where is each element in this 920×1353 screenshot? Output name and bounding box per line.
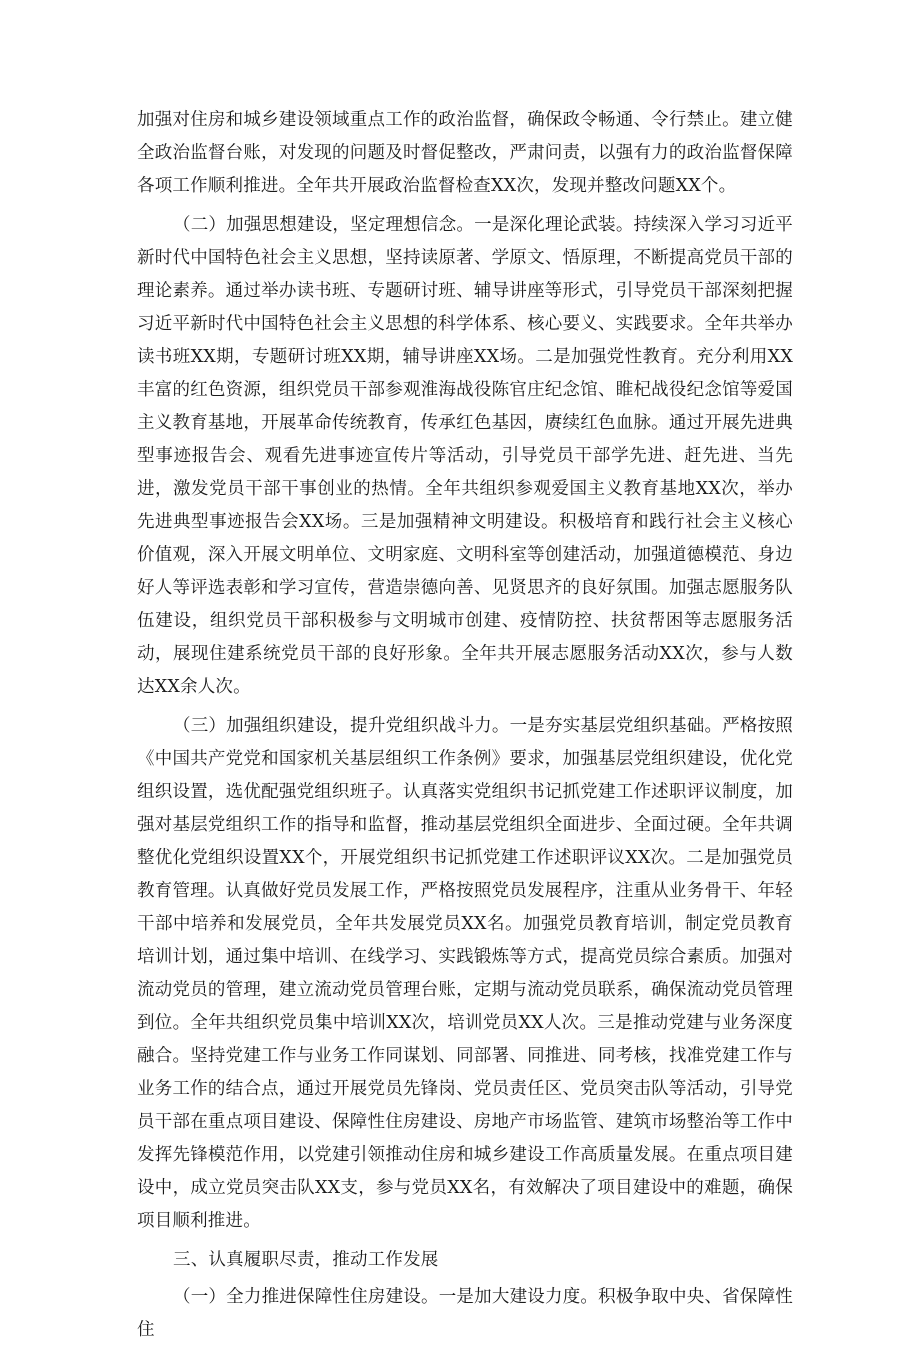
paragraph-political-supervision: 加强对住房和城乡建设领域重点工作的政治监督，确保政令畅通、令行禁止。建立健全政治监督台账，对发现的问题及时督促整改，严肃问责，以强有力的政治监督保障各项工作顺利推进。全年共开展政治监督检查XX次，发现并整改问题XX个。 (137, 110, 793, 196)
paragraph-ideological-building: （二）加强思想建设，坚定理想信念。一是深化理论武装。持续深入学习习近平新时代中国特色社会主义思想，坚持读原著、学原文、悟原理，不断提高党员干部的理论素养。通过举办读书班、专题研讨班、辅导讲座等形式，引导党员干部深刻把握习近平新时代中国特色社会主义思想的科学体系、核心要义、实践要求。全年共举办读书班XX期，专题研讨班XX期，辅导讲座XX场。二是加强党性教育。充分利用XX丰富的红色资源，组织党员干部参观淮海战役陈官庄纪念馆、睢杞战役纪念馆等爱国主义教育基地，开展革命传统教育，传承红色基因，赓续红色血脉。通过开展先进典型事迹报告会、观看先进事迹宣传片等活动，引导党员干部学先进、赶先进、当先进，激发党员干部干事创业的热情。全年共组织参观爱国主义教育基地XX次，举办先进典型事迹报告会XX场。三是加强精神文明建设。积极培育和践行社会主义核心价值观，深入开展文明单位、文明家庭、文明科室等创建活动，加强道德模范、身边好人等评选表彰和学习宣传，营造崇德向善、见贤思齐的良好氛围。加强志愿服务队伍建设，组织党员干部积极参与文明城市创建、疫情防控、扶贫帮困等志愿服务活动，展现住建系统党员干部的良好形象。全年共开展志愿服务活动XX次，参与人数达XX余人次。 (137, 215, 793, 697)
document-body (137, 104, 793, 1353)
paragraph-housing-construction: （一）全力推进保障性住房建设。一是加大建设力度。积极争取中央、省保障性住 (137, 1287, 793, 1340)
section-heading: 三、认真履职尽责，推动工作发展 (173, 1250, 439, 1270)
paragraph-organizational-building: （三）加强组织建设，提升党组织战斗力。一是夯实基层党组织基础。严格按照《中国共产党党和国家机关基层组织工作条例》要求，加强基层党组织建设，优化党组织设置，选优配强党组织班子。认真落实党组织书记抓党建工作述职评议制度，加强对基层党组织工作的指导和监督，推动基层党组织全面进步、全面过硬。全年共调整优化党组织设置XX个，开展党组织书记抓党建工作述职评议XX次。二是加强党员教育管理。认真做好党员发展工作，严格按照党员发展程序，注重从业务骨干、年轻干部中培养和发展党员，全年共发展党员XX名。加强党员教育培训，制定党员教育培训计划，通过集中培训、在线学习、实践锻炼等方式，提高党员综合素质。加强对流动党员的管理，建立流动党员管理台账，定期与流动党员联系，确保流动党员管理到位。全年共组织党员集中培训XX次，培训党员XX人次。三是推动党建与业务深度融合。坚持党建工作与业务工作同谋划、同部署、同推进、同考核，找准党建工作与业务工作的结合点，通过开展党员先锋岗、党员责任区、党员突击队等活动，引导党员干部在重点项目建设、保障性住房建设、房地产市场监管、建筑市场整治等工作中发挥先锋模范作用，以党建引领推动住房和城乡建设工作高质量发展。在重点项目建设中，成立党员突击队XX支，参与党员XX名，有效解决了项目建设中的难题，确保项目顺利推进。 (137, 716, 793, 1231)
